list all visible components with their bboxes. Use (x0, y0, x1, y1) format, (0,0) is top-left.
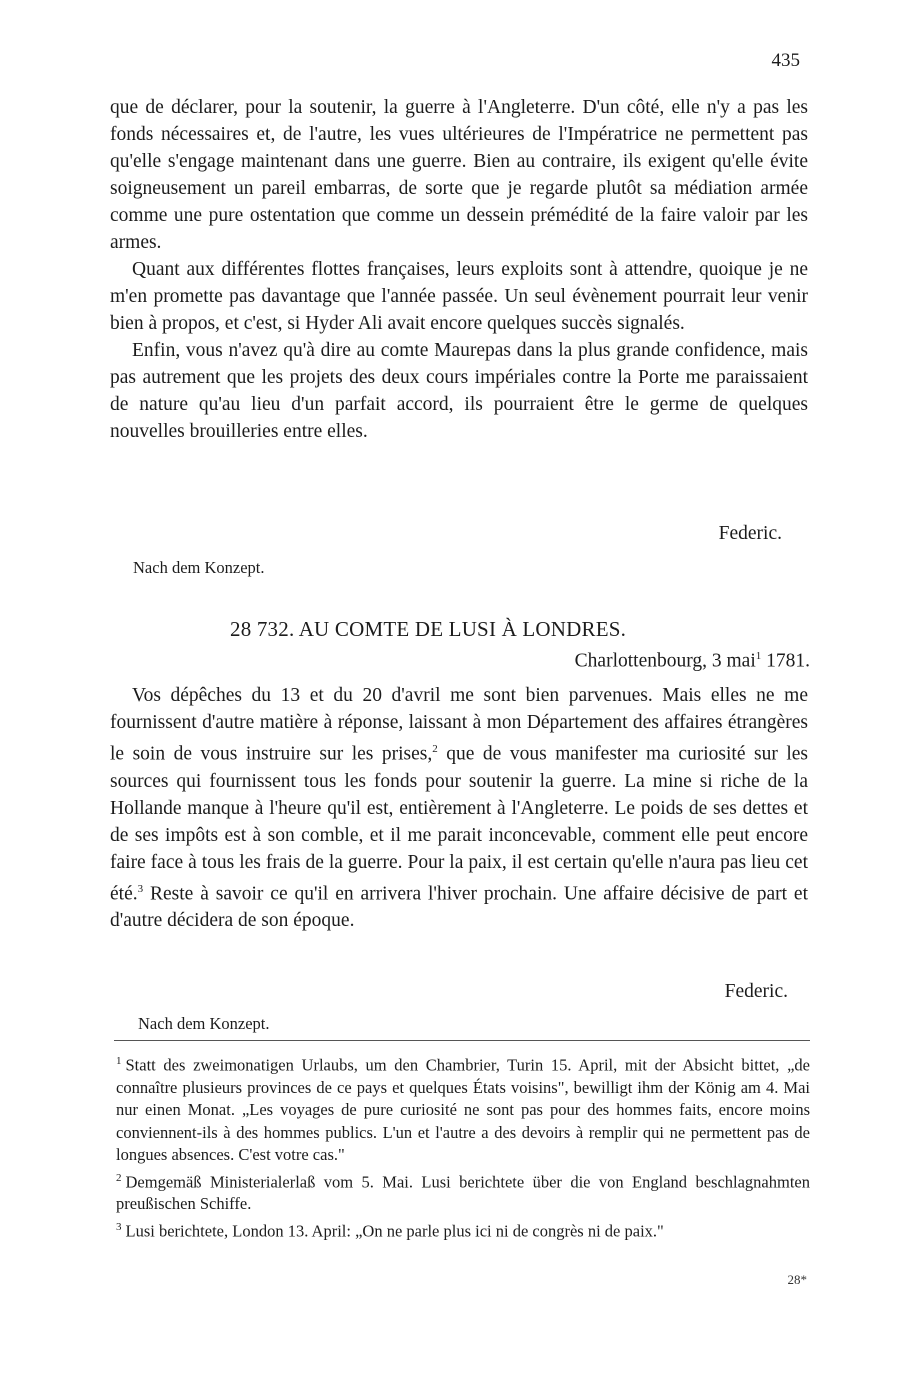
page-number: 435 (771, 50, 800, 71)
footnote-mark: 2 (116, 1171, 122, 1184)
footnote-text: Demgemäß Ministerialerlaß vom 5. Mai. Lusi berichtete über die von England beschlagnahmten preußischen Schiffe. (116, 1172, 810, 1214)
footnote-mark: 1 (116, 1055, 122, 1067)
dateline-year: 1781. (761, 650, 810, 672)
letter-1-signature: Federic. (718, 523, 782, 544)
letter-1-source-note: Nach dem Konzept. (133, 558, 265, 577)
printer-signature-mark: 28* (787, 1272, 807, 1287)
footnote-ref-2: 2 (432, 743, 438, 755)
letter-2-heading: 28 732. AU COMTE DE LUSI À LONDRES. (230, 617, 627, 641)
footnote-mark: 3 (116, 1220, 122, 1233)
letter-2-paragraph (110, 682, 808, 934)
letter-1-paragraph: Enfin, vous n'avez qu'à dire au comte Maurepas dans la plus grande confidence, mais pas autrement que les projets des deux cours impériales contre la Porte me paraissaient de nature qu'au lieu d'un parfait accord, ils pourraient être le germe de quelques nouvelles brouilleries entre elles. (110, 340, 808, 442)
footnote-divider (114, 1040, 810, 1041)
footnotes (116, 1050, 810, 1243)
letter-2-text-part-3: Reste à savoir ce qu'il en arrivera l'hiver prochain. Une affaire décisive de part et d'autre décidera de son époque. (110, 883, 808, 931)
footnote-text: Lusi berichtete, London 13. April: „On ne parle plus ici ni de congrès ni de paix." (125, 1221, 664, 1241)
letter-1-paragraph: Quant aux différentes flottes françaises, leurs exploits sont à attendre, quoique je ne m'en promette pas davantage que l'année passée. Un seul évènement pourrait leur venir bien à propos, et c'est, si Hyder Ali avait encore quelques succès signalés. (110, 259, 808, 334)
letter-1-paragraph: que de déclarer, pour la soutenir, la guerre à l'Angleterre. D'un côté, elle n'y a pas les fonds nécessaires et, de l'autre, les vues ultérieures de l'Impératrice ne permettent pas qu'elle s'engage maintenant dans une guerre. Bien au contraire, ils exigent qu'elle évite soigneusement un pareil embarras, de sorte que je regarde plutôt sa médiation armée comme une pure ostentation que comme un dessein prémédité de la faire valoir par les armes. (110, 97, 808, 253)
footnote-2 (116, 1167, 810, 1216)
footnote-1 (116, 1050, 810, 1167)
letter-2-text-part-2: que de vous manifester ma curiosité sur les sources qui fournissent tous les fonds pour soutenir la guerre. La mine si riche de la Hollande manque à l'heure qu'il est, entièrement à l'Angleterre. Le poids de ses dettes et de ses impôts est à son comble, et il me parait inconcevable, comment elle peut encore faire face à tous les frais de la guerre. Pour la paix, il est certain qu'elle n'aura pas lieu cet été. (110, 743, 808, 904)
footnote-ref-1: 1 (755, 650, 762, 662)
letter-2-source-note: Nach dem Konzept. (138, 1014, 270, 1033)
footnote-ref-3: 3 (137, 882, 144, 895)
dateline-place: Charlottenbourg, 3 mai (574, 650, 756, 672)
footnote-text: Statt des zweimonatigen Urlaubs, um den Chambrier, Turin 15. April, mit der Absicht bittet, „de connaître plusieurs provinces de ce pays et quelques États voisins", bewilligt ihm der König am 4. Mai nur einen Monat. „Les voyages de pure curiosité ne sont pas pour des hommes faits, encore moins conviennent-ils à des hommes publics. L'un et l'autre a des devoirs à remplir qui ne permettent pas de longues absences. C'est votre cas." (116, 1055, 810, 1165)
letter-2-body (110, 682, 808, 934)
footnote-3 (116, 1216, 810, 1243)
letter-1-body (110, 94, 808, 445)
letter-2-dateline (575, 650, 810, 673)
letter-2-signature: Federic. (724, 981, 788, 1002)
letter-2-text-part-1: Vos dépêches du 13 et du 20 d'avril me sont bien parvenues. Mais elles ne me fournissent d'autre matière à réponse, laissant à mon Département des affaires étrangères le soin de vous instruire sur les prises, (110, 685, 808, 765)
